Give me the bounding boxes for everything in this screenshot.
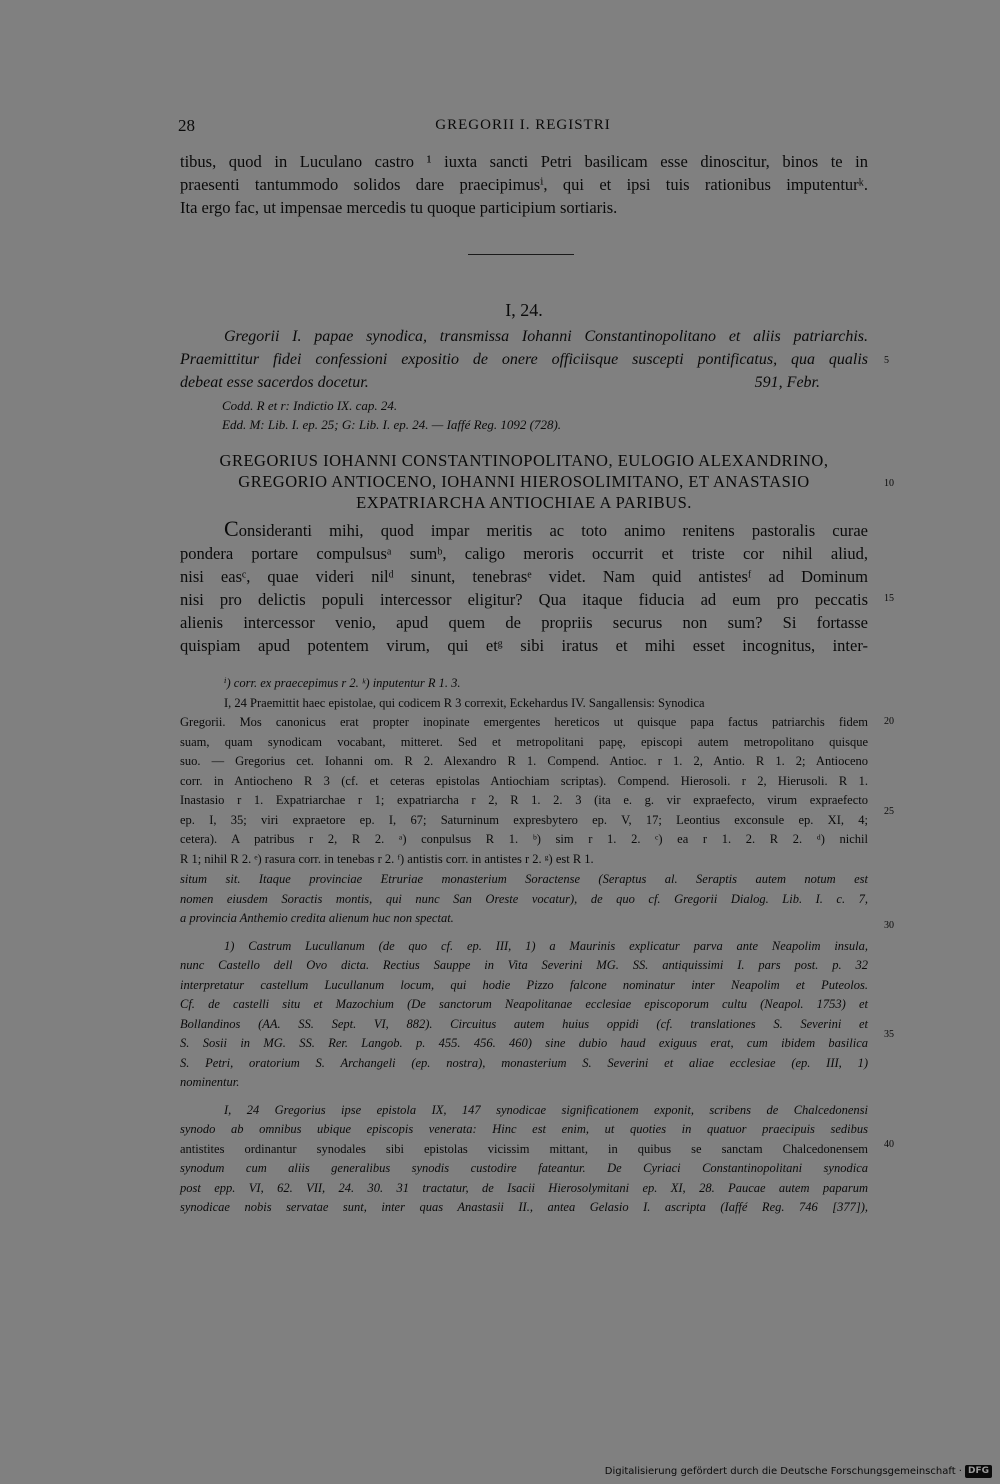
section-number: I, 24.: [505, 300, 543, 320]
initial-letter: C: [224, 516, 239, 541]
dfg-logo: DFG: [965, 1465, 992, 1478]
line-number: 5: [884, 355, 889, 366]
note-line: cetera). A patribus r 2, R 2. ᵃ) conpulsus R 1. ᵇ) sim r 1. 2. ᶜ) ea r 1. 2. R 2. ᵈ) nichil: [180, 832, 868, 846]
note-line: I, 24 Praemittit haec epistolae, qui codicem R 3 correxit, Eckehardus IV. Sangallensis: Synodica: [224, 695, 705, 710]
note-line: ⁱ) corr. ex praecepimus r 2. ᵏ) inputentur R 1. 3.: [224, 676, 461, 690]
page-number: 28: [178, 116, 195, 135]
summary-end: debeat esse sacerdos docetur.: [180, 374, 369, 391]
address-line: GREGORIUS IOHANNI CONSTANTINOPOLITANO, EULOGIO ALEXANDRINO,: [219, 451, 829, 470]
body-line: nisi easᶜ, quae videri nilᵈ sinunt, tenebrasᵉ videt. Nam quid antistesᶠ ad Dominum: [180, 567, 868, 586]
top-text: [180, 150, 868, 219]
note-line: nominentur.: [180, 1075, 240, 1089]
digitization-credit: [605, 1465, 992, 1478]
note-line: post epp. VI, 62. VII, 24. 30. 31 tractatur, de Isacii Hierosolymitani ep. XI, 28. Paucae autem paparum: [180, 1180, 868, 1195]
summary-line: Praemittitur fidei confessioni expositio de onere officiisque suscepti pontificatus, qua qualis: [180, 351, 868, 368]
note-line: Bollandinos (AA. SS. Sept. VI, 882). Circuitus autem huius oppidi (cf. translationes S. Severini et: [180, 1016, 868, 1031]
note-line: Cf. de castelli situ et Mazochium (De sanctorum Neapolitanae ecclesiae episcoporum cultu (Neapol. 1753) et: [180, 997, 868, 1011]
letter-address: [180, 450, 868, 513]
line-number: 25: [884, 806, 894, 817]
note-line: nunc Castello dell Ovo dicta. Rectius Sauppe in Vita Severini MG. SS. antiquissimi I. pars post. p. 32: [180, 958, 868, 972]
note-line: suo. — Gregorius cet. Iohanni om. R 2. Alexandro R 1. Compend. Antioc. r 1. 2, Antio. R 1. 2; Antioceno: [180, 754, 868, 768]
note-line: S. Petri, oratorium S. Archangeli (ep. nostra), monasterium S. Severini et aliae ecclesiae (ep. III, 1): [180, 1055, 868, 1070]
text-line: Ita ergo fac, ut impensae mercedis tu quoque participium sortiaris.: [180, 198, 618, 217]
body-line: quispiam apud potentem virum, qui etᵍ sibi iratus et mihi esset incognitus, inter-: [180, 636, 868, 655]
section-divider: [468, 254, 574, 255]
running-title: GREGORII I. REGISTRI: [435, 117, 611, 133]
address-line: GREGORIO ANTIOCENO, IOHANNI HIEROSOLIMITANO, ET ANASTASIO: [238, 472, 810, 491]
note-line: ep. I, 35; viri expraetore ep. I, 67; Saturninum expresbytero ep. V, 17; Leontius exconsule ep. XI, 4;: [180, 812, 868, 827]
letter-date: 591, Febr.: [754, 374, 820, 391]
note-line: synodicae nobis servatae sunt, inter quas Anastasii II., antea Gelasio I. ascripta (Iaffé Reg. 746 [377]),: [180, 1200, 868, 1214]
line-number: 35: [884, 1029, 894, 1040]
note-line: antistites ordinantur synodales sibi epistolas vicissim mittant, in quibus se sanctam Chalcedonensem: [180, 1141, 868, 1156]
note-line: I, 24 Gregorius ipse epistola IX, 147 synodicae significationem exponit, scribens de Chalcedonensi: [224, 1102, 868, 1117]
letter-summary: [180, 325, 868, 394]
address-line: EXPATRIARCHA ANTIOCHIAE A PARIBUS.: [356, 493, 692, 512]
note-line: corr. in Antiocheno R 3 (cf. et ceteras epistolas Antiochiam scriptas). Compend. Hierosoli. r 2, Hierusoli. R 1.: [180, 773, 868, 788]
body-line: Consideranti mihi, quod impar meritis ac toto animo renitens pastoralis curae: [224, 516, 868, 541]
note-line: Inastasio r 1. Expatriarchae r 1; expatriarcha r 2, R 1. 2. 3 (ita e. g. vir expraefecto, virum expraefecto: [180, 793, 868, 807]
note-line: R 1; nihil R 2. ᵉ) rasura corr. in tenebas r 2. ᶠ) antistis corr. in antistes r 2. ᵍ) est R 1.: [180, 851, 594, 866]
codices-line: Codd. R et r: Indictio IX. cap. 24.: [222, 398, 398, 413]
text-line: praesenti tantummodo solidos dare praecipimusⁱ, qui et ipsi tuis rationibus imputenturᵏ.: [180, 175, 868, 194]
line-number: 10: [884, 478, 894, 489]
critical-apparatus: [180, 674, 868, 869]
codices-editions: [222, 396, 822, 434]
note-line: synodum cum aliis generalibus synodis custodire fateantur. De Cyriaci Constantinopolitani synodica: [180, 1161, 868, 1175]
summary-line: Gregorii I. papae synodica, transmissa Iohanni Constantinopolitano et aliis patriarchis.: [224, 328, 868, 345]
note-line: Gregorii. Mos canonicus erat propter inopinate emergentes hereticos ut quisque papa factus patriarchis fidem: [180, 715, 868, 729]
letter-body: [180, 517, 868, 657]
note-line: suam, quam synodicam vocabant, mitteret. Sed et metropolitani papę, episcopi autem metropolitano quisque: [180, 734, 868, 749]
commentary-notes: [180, 870, 868, 1218]
editions-line: Edd. M: Lib. I. ep. 25; G: Lib. I. ep. 24. — Iaffé Reg. 1092 (728).: [222, 417, 562, 432]
note-line: situm sit. Itaque provinciae Etruriae monasterium Soractense (Seraptus al. Seraptis autem notum est: [180, 872, 868, 886]
body-line: nisi pro delictis populi intercessor eligitur? Qua itaque fiducia ad eum pro peccatis: [180, 590, 868, 609]
credit-text: Digitalisierung gefördert durch die Deutsche Forschungsgemeinschaft ·: [604, 1466, 962, 1477]
note-line: synodo ab omnibus ubique episcopis venerata: Hinc est enim, ut quoties in quatuor praecipuis sedibus: [180, 1122, 868, 1136]
summary-line: [180, 371, 820, 394]
body-line: pondera portare compulsusᵃ sumᵇ, caligo meroris occurrit et triste cor nihil aliud,: [180, 544, 868, 563]
note-line: interpretatur castellum Lucullanum locum, qui hodie Pizzo falcone nominatur inter Neapolim et Puteolos.: [180, 977, 868, 992]
line-number: 30: [884, 920, 894, 931]
note-line: S. Sosii in MG. SS. Rer. Langob. p. 455. 456. 460) sine dubio haud exiguus erat, cum ibidem basilica: [180, 1036, 868, 1050]
note-line: nomen eiusdem Soractis montis, qui nunc San Oreste vocatur), de quo cf. Gregorii Dialog. Lib. I. c. 7,: [180, 891, 868, 906]
note-line: a provincia Anthemio credita alienum huc non spectat.: [180, 911, 454, 925]
line-number: 20: [884, 716, 894, 727]
text-line: tibus, quod in Luculano castro ¹ iuxta sancti Petri basilicam esse dinoscitur, binos te in: [180, 152, 868, 171]
line-number: 40: [884, 1139, 894, 1150]
body-line: alienis intercessor venio, apud quem de propriis securus non sum? Si fortasse: [180, 613, 868, 632]
note-line: 1) Castrum Lucullanum (de quo cf. ep. III, 1) a Maurinis explicatur parva ante Neapolim insula,: [224, 938, 868, 953]
line-number: 15: [884, 593, 894, 604]
running-head: [178, 116, 868, 138]
